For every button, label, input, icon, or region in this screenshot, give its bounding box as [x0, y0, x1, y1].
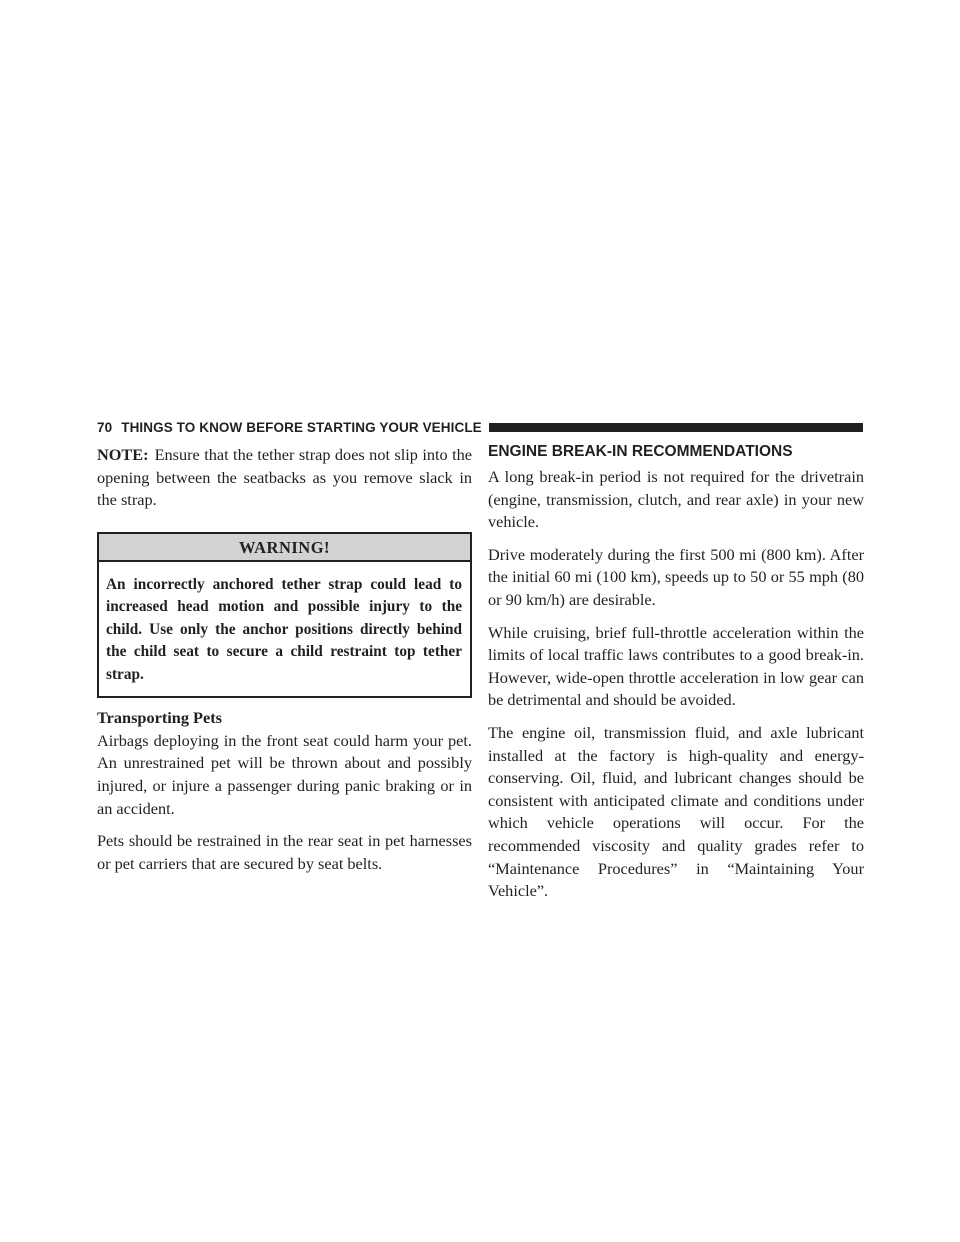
warning-title: WARNING!	[99, 534, 470, 562]
note-paragraph	[97, 444, 472, 512]
break-in-paragraph: While cruising, brief full-throttle acceleration within the limits of local traffic laws contributes to a good break-in. However, wide-open throttle acceleration in low gear can be detrimental and should be avoided.	[488, 622, 864, 710]
right-column	[488, 444, 864, 903]
break-in-paragraph: Drive moderately during the first 500 mi (800 km). After the initial 60 mi (100 km), speeds up to 50 or 55 mph (80 or 90 km/h) are desirable.	[488, 544, 864, 609]
pets-paragraph: Pets should be restrained in the rear seat in pet harnesses or pet carriers that are secured by seat belts.	[97, 831, 472, 873]
pets-heading: Transporting Pets	[97, 708, 222, 728]
page-number: 70	[97, 419, 113, 435]
page-header	[97, 418, 863, 436]
warning-box	[97, 532, 472, 699]
pets-paragraph: Airbags deploying in the front seat could harm your pet. An unrestrained pet will be thrown about and possibly injured, or injure a passenger during panic braking or in an accident.	[97, 730, 472, 818]
left-column	[97, 444, 472, 875]
section-title: ENGINE BREAK-IN RECOMMENDATIONS	[488, 443, 793, 460]
break-in-paragraph: A long break-in period is not required for the drivetrain (engine, transmission, clutch, and rear axle) in your new vehicle.	[488, 467, 864, 532]
note-label: NOTE:	[97, 445, 149, 464]
break-in-paragraph: The engine oil, transmission fluid, and axle lubricant installed at the factory is high-quality and energy-conserving. Oil, fluid, and lubricant changes should be consistent with anticipated climate and conditions under which vehicle operations will occur. For the recommended viscosity and quality grades refer to “Maintenance Procedures” in “Maintaining Your Vehicle”.	[488, 722, 864, 901]
note-text: Ensure that the tether strap does not slip into the opening between the seatbacks as you remove slack in the strap.	[97, 445, 472, 510]
chapter-title: THINGS TO KNOW BEFORE STARTING YOUR VEHICLE	[121, 419, 482, 435]
header-rule	[489, 423, 863, 432]
warning-text: An incorrectly anchored tether strap could lead to increased head motion and possible injury to the child. Use only the anchor positions directly behind the child seat to secure a child restraint top tether strap.	[106, 575, 462, 683]
